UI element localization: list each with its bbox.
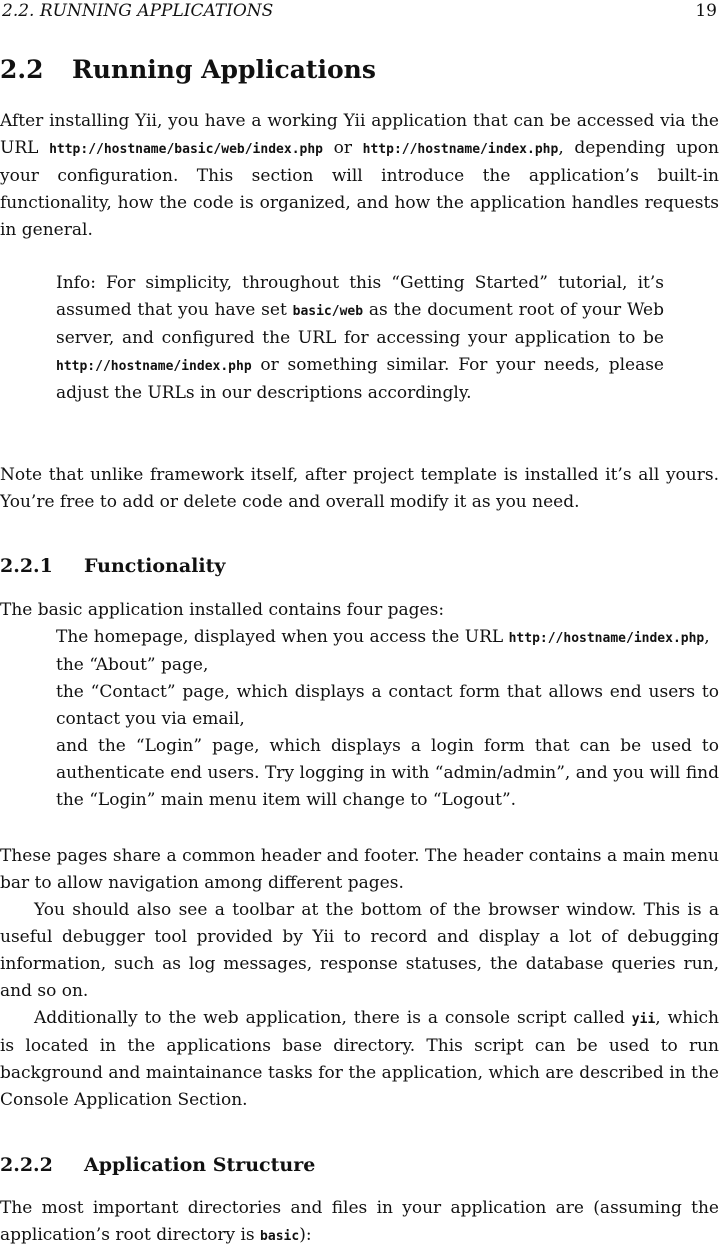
running-head-title: 2.2. RUNNING APPLICATIONS xyxy=(2,1,274,21)
structure-text-2: ): xyxy=(299,1225,312,1245)
info-text-2: as the document root of your Web server, and configured the URL for accessing your application to be xyxy=(56,300,664,348)
running-head xyxy=(2,0,717,22)
structure-code: basic xyxy=(260,1229,300,1244)
section-heading xyxy=(0,52,376,88)
list-item-url: http://hostname/index.php xyxy=(508,631,705,646)
structure-lead xyxy=(0,1195,719,1250)
info-box xyxy=(56,270,664,407)
functionality-lead xyxy=(0,597,719,624)
subsection-title: Application Structure xyxy=(84,1154,316,1176)
list-item xyxy=(56,624,719,652)
list-item-text: , xyxy=(704,627,710,647)
intro-paragraph xyxy=(0,108,719,244)
list-item: and the “Login” page, which displays a login form that can be used to authenticate end users. Try logging in with “admin/admin”, and you will find the “Login” main menu item will change to “Logout”. xyxy=(56,736,719,810)
info-text-1: Info: For simplicity, throughout this “Getting Started” tutorial, it’s assumed that you have set xyxy=(56,273,664,320)
info-code-2: http://hostname/index.php xyxy=(56,359,252,374)
list-item: the “Contact” page, which displays a contact form that allows end users to contact you via email, xyxy=(56,682,719,729)
intro-text-3: , depending upon your configuration. This section will introduce the application’s built-in functionality, how the code is organized, and how the application handles requests in general. xyxy=(0,138,719,240)
intro-url-1: http://hostname/basic/web/index.php xyxy=(49,142,323,157)
note-paragraph xyxy=(0,462,719,516)
subsection-number: 2.2.2 xyxy=(0,1154,53,1176)
intro-text-2: or xyxy=(323,138,363,158)
functionality-body xyxy=(0,843,719,1114)
functionality-lead-text: The basic application installed contains four pages: xyxy=(0,600,445,620)
subsection-heading-structure xyxy=(0,1151,315,1179)
subsection-number: 2.2.1 xyxy=(0,555,53,577)
note-text: Note that unlike framework itself, after project template is installed it’s all yours. You’re free to add or delete code and overall modify it as you need. xyxy=(0,465,719,512)
subsection-heading-functionality xyxy=(0,552,225,580)
list-item-text: The homepage, displayed when you access the URL xyxy=(56,627,509,647)
intro-text-1: After installing Yii, you have a working Yii application that can be accessed via the URL xyxy=(0,111,719,158)
subsection-title: Functionality xyxy=(84,555,226,577)
section-number: 2.2 xyxy=(0,55,44,84)
functionality-paragraph-3 xyxy=(0,1005,719,1114)
section-title: Running Applications xyxy=(72,55,376,84)
info-code-1: basic/web xyxy=(292,304,364,319)
p3-code: yii xyxy=(631,1012,656,1027)
functionality-paragraph-2: You should also see a toolbar at the bottom of the browser window. This is a useful debugger tool provided by Yii to record and display a lot of debugging information, such as log messages, response statuses, the database queries run, and so on. xyxy=(0,900,719,1001)
info-text-3: or something similar. For your needs, please adjust the URLs in our descriptions accordingly. xyxy=(56,355,664,403)
intro-url-2: http://hostname/index.php xyxy=(362,142,559,157)
functionality-paragraph-1: These pages share a common header and footer. The header contains a main menu bar to allow navigation among different pages. xyxy=(0,846,719,893)
list-item: the “About” page, xyxy=(56,655,209,675)
page-number: 19 xyxy=(695,1,717,21)
p3-text-1: Additionally to the web application, there is a console script called xyxy=(34,1008,632,1028)
structure-text-1: The most important directories and files in your application are (assuming the application’s root directory is xyxy=(0,1198,719,1245)
p3-text-2: , which is located in the applications base directory. This script can be used to run background and maintainance tasks for the application, which are described in the Console Application Section. xyxy=(0,1008,719,1110)
pages-list xyxy=(56,624,719,814)
